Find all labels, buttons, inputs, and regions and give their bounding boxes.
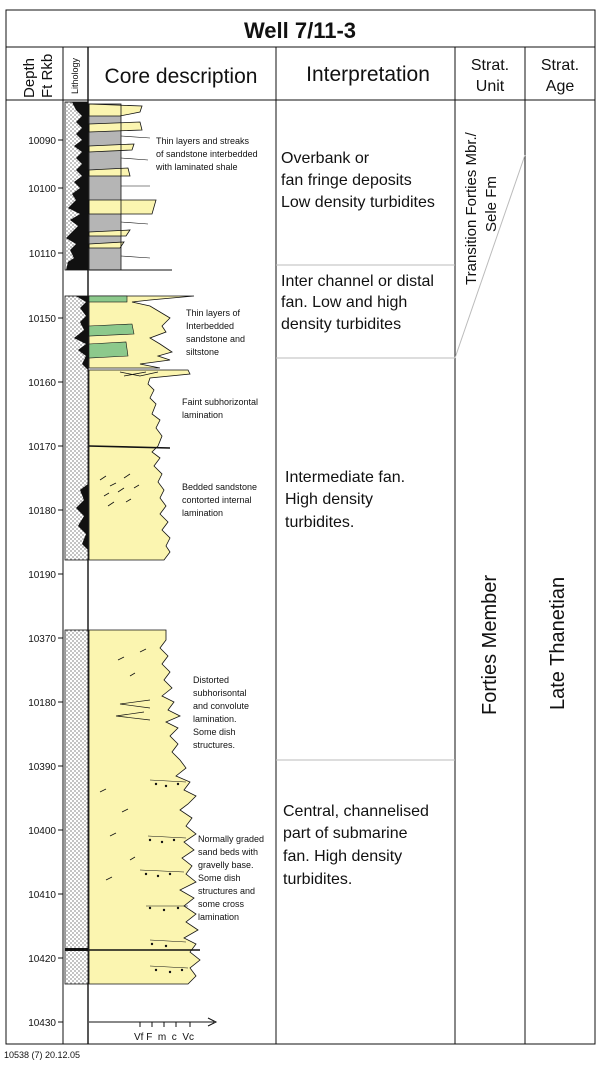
sandstone-body: [89, 370, 190, 560]
core-note-line: siltstone: [186, 347, 220, 357]
depth-tick-label: 10150: [28, 314, 56, 325]
header-depth-unit: Ft Rkb: [39, 53, 56, 98]
interpretation-line: Central, channelised: [283, 803, 429, 820]
core-note-line: lamination.: [193, 714, 237, 724]
header-interpretation: Interpretation: [306, 63, 430, 86]
depth-tick-label: 10160: [28, 378, 56, 389]
core-note-line: lamination: [198, 912, 240, 922]
interpretation-line: fan. High density: [283, 848, 403, 865]
core-note-line: sandstone and: [186, 334, 246, 344]
depth-tick-label: 10420: [28, 954, 56, 965]
interpretation-line: Inter channel or distal: [281, 273, 434, 290]
interpretation-column: [276, 150, 455, 888]
depth-axis: [28, 136, 63, 1029]
header-strat-age-1: Strat.: [540, 57, 580, 74]
depth-tick-label: 10180: [28, 506, 56, 517]
core-note-line: Thin layers of: [186, 308, 241, 318]
core-note-line: Thin layers and streaks: [156, 136, 250, 146]
core-note-line: lamination: [182, 410, 224, 420]
sand-streak: [89, 122, 142, 132]
core-note-line: contorted internal: [182, 495, 252, 505]
depth-tick-label: 10190: [28, 570, 56, 581]
channel-sandstone-body: [89, 630, 200, 984]
depth-tick-label: 10430: [28, 1018, 56, 1029]
strat-unit-lower: Forties Member: [479, 574, 501, 715]
interpretation-line: density turbidites: [281, 316, 402, 333]
core-note-line: Bedded sandstone: [182, 482, 258, 492]
core-note-line: structures and: [198, 886, 256, 896]
lithology-shale-streak: [65, 948, 88, 951]
strat-unit-upper-line1: Transition Forties Mbr./: [463, 132, 480, 285]
core-note-line: Normally graded: [198, 834, 265, 844]
header-depth: Depth: [21, 57, 38, 98]
interpretation-line: part of submarine: [283, 825, 408, 842]
header-strat-unit-2: Unit: [475, 78, 505, 95]
interpretation-line: Overbank or: [281, 150, 370, 167]
header-core-description: Core description: [104, 65, 258, 88]
depth-tick-label: 10100: [28, 184, 56, 195]
strat-unit-upper-line2: Sele Fm: [483, 176, 500, 232]
interpretation-line: Intermediate fan.: [285, 469, 406, 486]
core-note-line: Some dish: [198, 873, 241, 883]
interpretation-line: fan fringe deposits: [281, 172, 412, 189]
strat-age-label: Late Thanetian: [547, 576, 569, 710]
interpretation-line: turbidites.: [283, 871, 353, 888]
depth-tick-label: 10400: [28, 826, 56, 837]
depth-tick-label: 10390: [28, 762, 56, 773]
core-note-line: lamination: [182, 508, 224, 518]
core-note-line: gravelly base.: [198, 860, 254, 870]
lithology-sand-interval: [65, 630, 88, 984]
well-title: Well 7/11-3: [243, 18, 357, 43]
silt-bed: [89, 324, 134, 336]
silt-bed: [89, 342, 128, 358]
header-strat-age-2: Age: [545, 78, 575, 95]
sand-streak: [89, 200, 156, 214]
depth-tick-label: 10110: [28, 249, 56, 260]
depth-tick-label: 10090: [28, 136, 56, 147]
interpretation-line: fan. Low and high: [281, 294, 408, 311]
grain-size-labels: Vf F m c Vc: [134, 1032, 195, 1043]
interpretation-line: High density: [285, 491, 374, 508]
core-note-line: Interbedded: [186, 321, 235, 331]
interpretation-line: turbidites.: [285, 514, 355, 531]
depth-tick-label: 10370: [28, 634, 56, 645]
header-lithology: Lithology: [70, 57, 80, 94]
lithology-column: [65, 102, 88, 984]
sand-streak: [89, 104, 142, 116]
core-note-line: Faint subhorizontal: [182, 397, 259, 407]
core-note-line: structures.: [193, 740, 236, 750]
silt-bed: [89, 296, 127, 302]
core-note-line: and convolute: [193, 701, 250, 711]
depth-tick-label: 10180: [28, 698, 56, 709]
core-note-line: Distorted: [193, 675, 230, 685]
core-note-line: Some dish: [193, 727, 236, 737]
core-note-line: of sandstone interbedded: [156, 149, 258, 159]
lamination-lines: [121, 136, 150, 258]
core-log: [89, 104, 200, 984]
figure-reference: 10538 (7) 20.12.05: [4, 1050, 81, 1060]
depth-tick-label: 10410: [28, 890, 56, 901]
interpretation-line: Low density turbidites: [281, 194, 435, 211]
header-strat-unit-1: Strat.: [470, 57, 510, 74]
core-note-line: subhorisontal: [193, 688, 247, 698]
core-note-line: sand beds with: [198, 847, 259, 857]
core-note-line: with laminated shale: [156, 162, 238, 172]
grain-size-axis: [89, 1018, 216, 1043]
core-note-line: some cross: [198, 899, 245, 909]
depth-tick-label: 10170: [28, 442, 56, 453]
strat-unit-column: [455, 131, 525, 715]
